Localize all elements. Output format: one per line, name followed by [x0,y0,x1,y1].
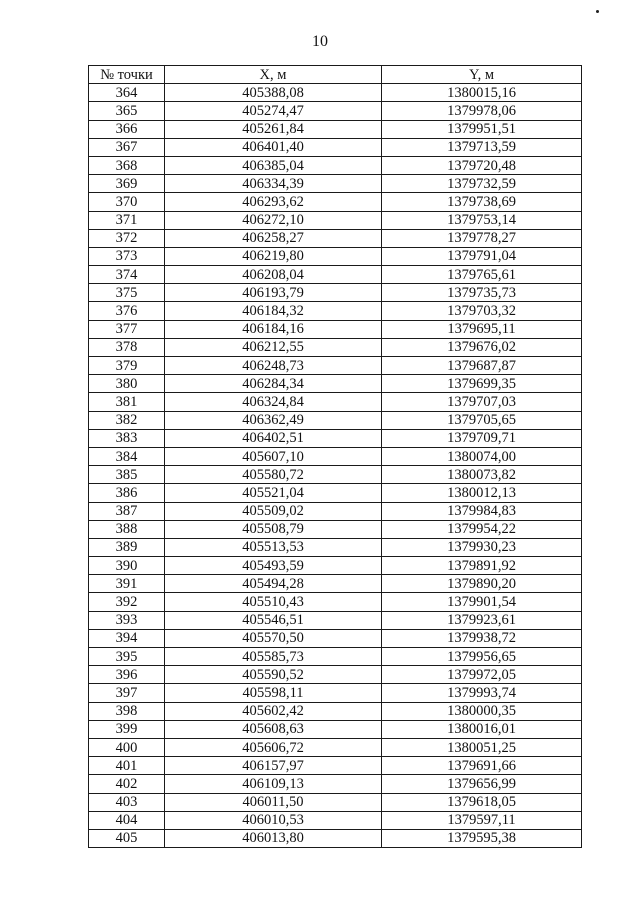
table-row [89,156,582,174]
x-coordinate-cell: 406010,53 [165,811,382,829]
y-coordinate-cell: 1379699,35 [382,375,582,393]
x-coordinate-cell: 406324,84 [165,393,382,411]
x-coordinate-cell: 406248,73 [165,357,382,375]
x-coordinate-cell: 405274,47 [165,102,382,120]
table-row [89,175,582,193]
y-coordinate-cell: 1380000,35 [382,702,582,720]
table-row [89,684,582,702]
scan-speck [596,10,599,13]
x-coordinate-cell: 405509,02 [165,502,382,520]
x-coordinate-cell: 405388,08 [165,84,382,102]
y-coordinate-cell: 1380012,13 [382,484,582,502]
coordinates-table [88,65,582,848]
y-coordinate-cell: 1379709,71 [382,429,582,447]
table-row [89,102,582,120]
y-coordinate-cell: 1379978,06 [382,102,582,120]
point-number-cell: 374 [89,266,165,284]
point-number-cell: 397 [89,684,165,702]
x-coordinate-cell: 406157,97 [165,757,382,775]
point-number-cell: 403 [89,793,165,811]
y-coordinate-cell: 1379720,48 [382,156,582,174]
point-number-cell: 395 [89,648,165,666]
point-number-cell: 376 [89,302,165,320]
point-number-cell: 396 [89,666,165,684]
point-number-cell: 385 [89,466,165,484]
table-row [89,375,582,393]
x-coordinate-cell: 405580,72 [165,466,382,484]
point-number-cell: 378 [89,338,165,356]
point-number-cell: 401 [89,757,165,775]
table-row [89,411,582,429]
table-row [89,611,582,629]
x-coordinate-cell: 405508,79 [165,520,382,538]
y-coordinate-cell: 1379923,61 [382,611,582,629]
point-number-cell: 405 [89,829,165,847]
x-coordinate-cell: 405494,28 [165,575,382,593]
x-coordinate-cell: 405602,42 [165,702,382,720]
x-coordinate-cell: 405606,72 [165,738,382,756]
x-coordinate-cell: 406401,40 [165,138,382,156]
x-coordinate-cell: 405493,59 [165,557,382,575]
point-number-cell: 394 [89,629,165,647]
table-row [89,793,582,811]
x-coordinate-cell: 406258,27 [165,229,382,247]
point-number-cell: 399 [89,720,165,738]
table-row [89,338,582,356]
x-coordinate-cell: 406212,55 [165,338,382,356]
table-row [89,648,582,666]
y-coordinate-cell: 1380015,16 [382,84,582,102]
y-coordinate-cell: 1379738,69 [382,193,582,211]
point-number-cell: 383 [89,429,165,447]
y-coordinate-cell: 1379687,87 [382,357,582,375]
y-coordinate-cell: 1379972,05 [382,666,582,684]
table-row [89,266,582,284]
y-coordinate-cell: 1379676,02 [382,338,582,356]
y-coordinate-cell: 1379901,54 [382,593,582,611]
point-number-cell: 391 [89,575,165,593]
point-number-cell: 389 [89,538,165,556]
x-coordinate-cell: 406193,79 [165,284,382,302]
point-number-cell: 388 [89,520,165,538]
y-coordinate-cell: 1379954,22 [382,520,582,538]
y-coordinate-cell: 1380073,82 [382,466,582,484]
table-row [89,120,582,138]
table-row [89,211,582,229]
point-number-cell: 368 [89,156,165,174]
table-row [89,557,582,575]
table-row [89,466,582,484]
table-row [89,229,582,247]
table-row [89,284,582,302]
y-coordinate-cell: 1379765,61 [382,266,582,284]
y-coordinate-cell: 1379695,11 [382,320,582,338]
y-coordinate-cell: 1379618,05 [382,793,582,811]
point-number-cell: 380 [89,375,165,393]
point-number-cell: 364 [89,84,165,102]
x-coordinate-cell: 406293,62 [165,193,382,211]
x-coordinate-cell: 406362,49 [165,411,382,429]
y-coordinate-cell: 1379956,65 [382,648,582,666]
y-coordinate-cell: 1379890,20 [382,575,582,593]
page-number: 10 [312,33,328,50]
point-number-cell: 379 [89,357,165,375]
y-coordinate-cell: 1380051,25 [382,738,582,756]
x-coordinate-cell: 406385,04 [165,156,382,174]
y-coordinate-cell: 1380074,00 [382,447,582,465]
table-row [89,575,582,593]
table-row [89,484,582,502]
x-coordinate-cell: 405607,10 [165,447,382,465]
header-point-number: № точки [89,66,165,84]
y-coordinate-cell: 1379656,99 [382,775,582,793]
point-number-cell: 377 [89,320,165,338]
y-coordinate-cell: 1379930,23 [382,538,582,556]
x-coordinate-cell: 406109,13 [165,775,382,793]
y-coordinate-cell: 1379791,04 [382,247,582,265]
table-row [89,429,582,447]
y-coordinate-cell: 1379705,65 [382,411,582,429]
point-number-cell: 365 [89,102,165,120]
table-row [89,502,582,520]
y-coordinate-cell: 1379993,74 [382,684,582,702]
point-number-cell: 400 [89,738,165,756]
table-row [89,666,582,684]
point-number-cell: 404 [89,811,165,829]
table-row [89,193,582,211]
point-number-cell: 392 [89,593,165,611]
y-coordinate-cell: 1379703,32 [382,302,582,320]
point-number-cell: 372 [89,229,165,247]
table-row [89,629,582,647]
x-coordinate-cell: 406219,80 [165,247,382,265]
x-coordinate-cell: 406284,34 [165,375,382,393]
point-number-cell: 390 [89,557,165,575]
y-coordinate-cell: 1379951,51 [382,120,582,138]
point-number-cell: 382 [89,411,165,429]
point-number-cell: 369 [89,175,165,193]
table-row [89,593,582,611]
x-coordinate-cell: 405261,84 [165,120,382,138]
header-y-coordinate: Y, м [382,66,582,84]
header-x-coordinate: X, м [165,66,382,84]
table-row [89,738,582,756]
table-row [89,247,582,265]
table-row [89,775,582,793]
x-coordinate-cell: 405585,73 [165,648,382,666]
point-number-cell: 371 [89,211,165,229]
point-number-cell: 375 [89,284,165,302]
y-coordinate-cell: 1379597,11 [382,811,582,829]
y-coordinate-cell: 1379753,14 [382,211,582,229]
y-coordinate-cell: 1379778,27 [382,229,582,247]
table-row [89,447,582,465]
y-coordinate-cell: 1379713,59 [382,138,582,156]
table-row [89,520,582,538]
x-coordinate-cell: 405570,50 [165,629,382,647]
x-coordinate-cell: 406013,80 [165,829,382,847]
y-coordinate-cell: 1379984,83 [382,502,582,520]
y-coordinate-cell: 1379595,38 [382,829,582,847]
x-coordinate-cell: 405510,43 [165,593,382,611]
point-number-cell: 373 [89,247,165,265]
y-coordinate-cell: 1379707,03 [382,393,582,411]
table-row [89,811,582,829]
x-coordinate-cell: 406011,50 [165,793,382,811]
point-number-cell: 370 [89,193,165,211]
x-coordinate-cell: 406184,16 [165,320,382,338]
table-row [89,302,582,320]
x-coordinate-cell: 405590,52 [165,666,382,684]
y-coordinate-cell: 1379735,73 [382,284,582,302]
x-coordinate-cell: 405598,11 [165,684,382,702]
point-number-cell: 384 [89,447,165,465]
point-number-cell: 381 [89,393,165,411]
x-coordinate-cell: 405608,63 [165,720,382,738]
table-row [89,357,582,375]
point-number-cell: 367 [89,138,165,156]
point-number-cell: 387 [89,502,165,520]
y-coordinate-cell: 1379691,66 [382,757,582,775]
table-row [89,138,582,156]
x-coordinate-cell: 406184,32 [165,302,382,320]
table-header-row [89,66,582,84]
y-coordinate-cell: 1380016,01 [382,720,582,738]
table-row [89,393,582,411]
x-coordinate-cell: 405513,53 [165,538,382,556]
point-number-cell: 366 [89,120,165,138]
x-coordinate-cell: 406272,10 [165,211,382,229]
x-coordinate-cell: 406334,39 [165,175,382,193]
x-coordinate-cell: 406208,04 [165,266,382,284]
table-row [89,829,582,847]
point-number-cell: 386 [89,484,165,502]
table-row [89,320,582,338]
point-number-cell: 402 [89,775,165,793]
x-coordinate-cell: 405521,04 [165,484,382,502]
table-row [89,84,582,102]
table-row [89,702,582,720]
table-body [89,84,582,848]
x-coordinate-cell: 405546,51 [165,611,382,629]
table-row [89,720,582,738]
point-number-cell: 398 [89,702,165,720]
table-row [89,538,582,556]
table-row [89,757,582,775]
y-coordinate-cell: 1379732,59 [382,175,582,193]
y-coordinate-cell: 1379891,92 [382,557,582,575]
x-coordinate-cell: 406402,51 [165,429,382,447]
point-number-cell: 393 [89,611,165,629]
y-coordinate-cell: 1379938,72 [382,629,582,647]
